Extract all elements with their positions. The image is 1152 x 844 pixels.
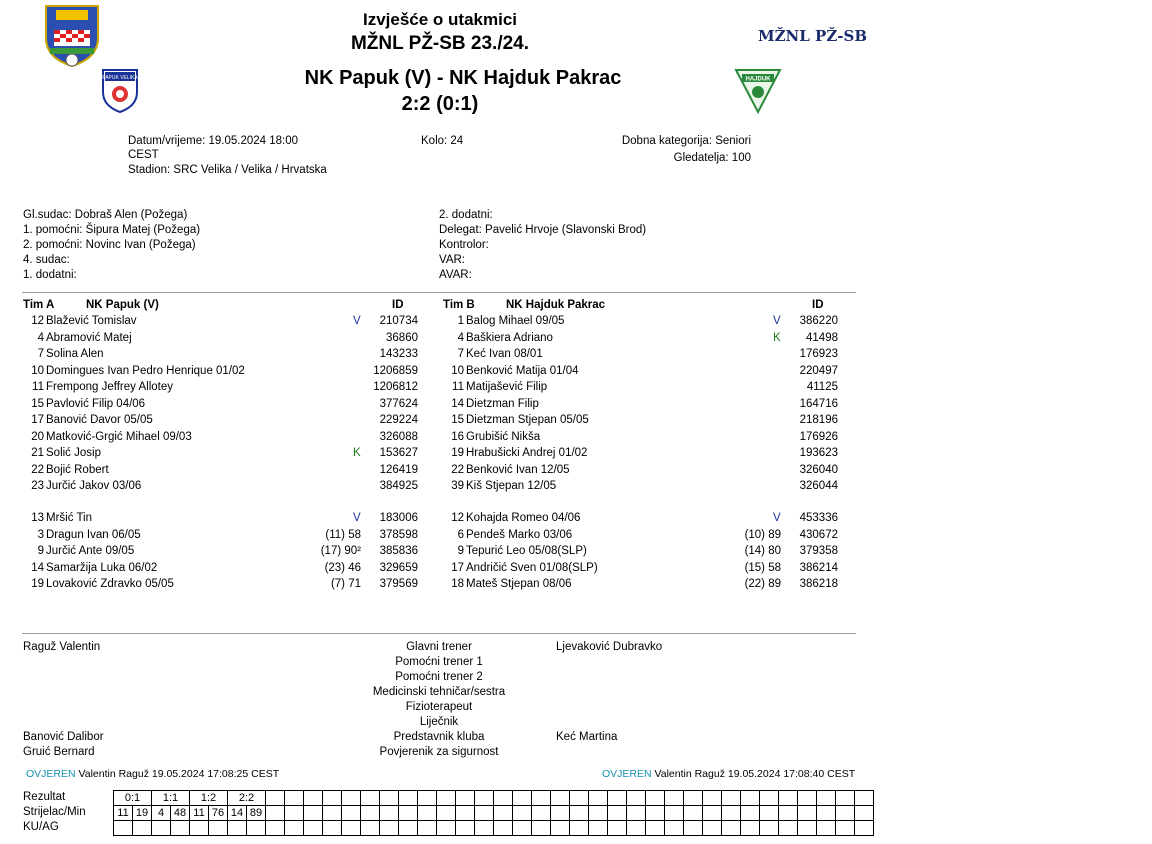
empty-cell <box>361 806 380 821</box>
empty-cell <box>171 821 190 836</box>
empty-cell <box>285 806 304 821</box>
empty-cell <box>665 806 684 821</box>
scorer-row-label: Strijelac/Min <box>23 806 86 818</box>
scorer-cell: 11 <box>190 806 209 821</box>
home-security-officer: Gruić Bernard <box>23 746 95 758</box>
scorer-cell: 11 <box>114 806 133 821</box>
empty-cell <box>608 806 627 821</box>
shirt-number: 9 <box>37 545 44 557</box>
shirt-number: 4 <box>457 331 464 344</box>
shirt-number: 23 <box>31 480 44 492</box>
empty-cell <box>399 791 418 806</box>
player-name: Dietzman Filip <box>466 397 539 410</box>
empty-cell <box>551 806 570 821</box>
age-category: Dobna kategorija: Seniori <box>621 135 751 147</box>
player-name: Kohajda Romeo 04/06 <box>466 512 581 524</box>
empty-cell <box>551 821 570 836</box>
home-team-logo-text: PAPUK VELIKA <box>102 75 138 81</box>
player-id: 193623 <box>799 447 838 459</box>
substitution-info: (22) 89 <box>744 578 781 590</box>
away-player-row <box>420 480 1152 496</box>
empty-cell <box>228 821 247 836</box>
shirt-number: 12 <box>31 315 44 327</box>
official-right-0: 2. dodatni: <box>439 209 493 221</box>
empty-cell <box>494 821 513 836</box>
official-right-1: Delegat: Pavelić Hrvoje (Slavonski Brod) <box>439 224 647 236</box>
player-name: Benković Matija 01/04 <box>466 364 579 377</box>
empty-cell <box>437 806 456 821</box>
empty-cell <box>646 806 665 821</box>
player-name: Solina Alen <box>46 348 104 360</box>
away-player-row <box>420 545 1152 561</box>
away-player-row <box>420 332 1152 348</box>
report-title: Izvješće o utakmici <box>362 10 518 29</box>
player-name: Dietzman Stjepan 05/05 <box>466 414 589 426</box>
player-id: 1206859 <box>373 364 418 377</box>
shirt-number: 12 <box>451 512 464 524</box>
results-row <box>114 806 874 821</box>
match-datetime: Datum/vrijeme: 19.05.2024 18:00 <box>128 135 299 147</box>
player-id: 164716 <box>799 397 838 410</box>
player-id: 385836 <box>379 545 418 557</box>
away-player-row <box>420 348 1152 364</box>
empty-cell <box>285 821 304 836</box>
player-name: Solić Josip <box>46 447 101 459</box>
shirt-number: 20 <box>31 430 44 443</box>
match-title: NK Papuk (V) - NK Hajduk Pakrac <box>304 67 622 89</box>
empty-cell <box>513 791 532 806</box>
official-left-4: 1. dodatni: <box>23 269 77 281</box>
player-name: Dragun Ivan 06/05 <box>46 528 141 541</box>
empty-cell <box>133 821 152 836</box>
away-player-row <box>420 414 1152 430</box>
scorer-cell: 14 <box>228 806 247 821</box>
shirt-number: 19 <box>31 578 44 590</box>
shirt-number: 13 <box>31 512 44 524</box>
empty-cell <box>627 791 646 806</box>
empty-cell <box>608 791 627 806</box>
shirt-number: 4 <box>37 331 44 344</box>
shirt-number: 7 <box>37 348 44 360</box>
empty-cell <box>798 806 817 821</box>
staff-role: Medicinski tehničar/sestra <box>372 686 506 698</box>
away-player-row <box>420 431 1152 447</box>
team-a-id-header: ID <box>392 299 404 311</box>
score-cell: 1:2 <box>190 791 228 806</box>
away-club-rep: Keć Martina <box>556 731 618 743</box>
empty-cell <box>152 821 171 836</box>
verified-label: OVJEREN <box>602 768 652 780</box>
staff-role: Pomoćni trener 1 <box>395 656 483 668</box>
player-name: Mateš Stjepan 08/06 <box>466 578 572 590</box>
empty-cell <box>836 791 855 806</box>
empty-cell <box>304 806 323 821</box>
player-name: Jurčić Jakov 03/06 <box>46 480 142 492</box>
goalkeeper-mark: V <box>773 512 781 524</box>
empty-cell <box>760 806 779 821</box>
player-name: Hrabušicki Andrej 01/02 <box>466 447 588 459</box>
empty-cell <box>817 806 836 821</box>
home-verified-text: Valentin Raguž 19.05.2024 17:08:25 CEST <box>78 768 280 780</box>
score-cell: 0:1 <box>114 791 152 806</box>
official-right-3: VAR: <box>439 254 465 266</box>
player-name: Kiš Stjepan 12/05 <box>466 480 557 492</box>
player-name: Pendeš Marko 03/06 <box>466 528 573 541</box>
divider <box>22 633 856 634</box>
shirt-number: 14 <box>451 397 464 410</box>
results-row <box>114 821 874 836</box>
player-id: 1206812 <box>373 381 418 393</box>
empty-cell <box>570 821 589 836</box>
empty-cell <box>722 821 741 836</box>
official-right-2: Kontrolor: <box>439 239 489 251</box>
home-head-coach: Raguž Valentin <box>23 641 101 653</box>
shirt-number: 6 <box>457 528 464 541</box>
official-left-2: 2. pomoćni: Novinc Ivan (Požega) <box>23 239 196 251</box>
goalkeeper-mark: V <box>773 315 781 327</box>
empty-cell <box>646 791 665 806</box>
scorer-cell: 48 <box>171 806 190 821</box>
empty-cell <box>741 806 760 821</box>
player-name: Samaržija Luka 06/02 <box>46 561 158 574</box>
shirt-number: 9 <box>457 545 464 557</box>
empty-cell <box>798 791 817 806</box>
captain-mark: K <box>773 331 781 344</box>
player-id: 386220 <box>799 315 838 327</box>
empty-cell <box>342 821 361 836</box>
empty-cell <box>779 806 798 821</box>
substitution-info: (11) 58 <box>325 528 361 541</box>
player-name: Frempong Jeffrey Allotey <box>46 381 173 393</box>
score-cell: 1:1 <box>152 791 190 806</box>
player-id: 326040 <box>799 463 838 476</box>
player-name: Jurčić Ante 09/05 <box>46 545 135 557</box>
away-player-row <box>420 398 1152 414</box>
staff-role: Fizioterapeut <box>405 701 473 713</box>
empty-cell <box>304 821 323 836</box>
empty-cell <box>209 821 228 836</box>
player-id: 430672 <box>799 528 838 541</box>
shirt-number: 3 <box>37 528 44 541</box>
shirt-number: 10 <box>31 364 44 377</box>
player-name: Blažević Tomislav <box>46 315 137 327</box>
empty-cell <box>627 806 646 821</box>
empty-cell <box>361 821 380 836</box>
empty-cell <box>247 821 266 836</box>
shirt-number: 10 <box>451 364 464 377</box>
shirt-number: 19 <box>451 447 464 459</box>
empty-cell <box>456 806 475 821</box>
player-id: 210734 <box>379 315 418 327</box>
empty-cell <box>399 821 418 836</box>
team-a-name: NK Papuk (V) <box>86 299 159 311</box>
shirt-number: 11 <box>452 381 464 393</box>
empty-cell <box>190 821 209 836</box>
empty-cell <box>380 821 399 836</box>
player-id: 384925 <box>379 480 418 492</box>
staff-role: Liječnik <box>419 716 459 728</box>
empty-cell <box>589 821 608 836</box>
scorer-cell: 89 <box>247 806 266 821</box>
empty-cell <box>817 791 836 806</box>
divider <box>22 292 856 293</box>
scorer-cell: 19 <box>133 806 152 821</box>
team-b-name: NK Hajduk Pakrac <box>506 299 606 311</box>
shirt-number: 15 <box>451 414 464 426</box>
empty-cell <box>494 791 513 806</box>
player-id: 183006 <box>379 512 418 524</box>
empty-cell <box>779 791 798 806</box>
empty-cell <box>513 806 532 821</box>
shirt-number: 14 <box>31 561 44 574</box>
shirt-number: 22 <box>451 463 464 476</box>
player-id: 326088 <box>379 430 418 443</box>
empty-cell <box>380 791 399 806</box>
empty-cell <box>532 806 551 821</box>
empty-cell <box>703 821 722 836</box>
shirt-number: 18 <box>451 578 464 590</box>
empty-cell <box>646 821 665 836</box>
empty-cell <box>722 791 741 806</box>
score-cell: 2:2 <box>228 791 266 806</box>
empty-cell <box>285 791 304 806</box>
empty-cell <box>570 791 589 806</box>
substitution-info: (17) 90² <box>320 545 361 557</box>
player-name: Matijašević Filip <box>466 381 548 393</box>
competition-title: MŽNL PŽ-SB 23./24. <box>350 33 530 54</box>
empty-cell <box>437 791 456 806</box>
empty-cell <box>456 821 475 836</box>
empty-cell <box>570 806 589 821</box>
empty-cell <box>684 791 703 806</box>
player-id: 143233 <box>379 348 418 360</box>
away-verified-text: Valentin Raguž 19.05.2024 17:08:40 CEST <box>654 768 856 780</box>
empty-cell <box>551 791 570 806</box>
empty-cell <box>418 791 437 806</box>
player-name: Mršić Tin <box>46 512 92 524</box>
player-id: 126419 <box>379 463 418 476</box>
official-left-1: 1. pomoćni: Šipura Matej (Požega) <box>23 224 201 236</box>
empty-cell <box>266 821 285 836</box>
staff-role: Glavni trener <box>406 641 472 653</box>
empty-cell <box>760 791 779 806</box>
empty-cell <box>323 806 342 821</box>
scorer-cell: 76 <box>209 806 228 821</box>
empty-cell <box>741 821 760 836</box>
empty-cell <box>418 806 437 821</box>
empty-cell <box>361 791 380 806</box>
empty-cell <box>589 791 608 806</box>
player-name: Domingues Ivan Pedro Henrique 01/02 <box>46 364 245 377</box>
player-id: 453336 <box>799 512 838 524</box>
substitution-info: (23) 46 <box>324 561 361 574</box>
player-id: 386214 <box>799 561 838 574</box>
empty-cell <box>703 806 722 821</box>
shirt-number: 15 <box>31 397 44 410</box>
match-round: Kolo: 24 <box>421 135 464 147</box>
player-name: Andričić Sven 01/08(SLP) <box>466 561 598 574</box>
captain-mark: K <box>353 447 361 459</box>
player-name: Bojić Robert <box>46 463 109 476</box>
empty-cell <box>475 806 494 821</box>
empty-cell <box>836 806 855 821</box>
goalkeeper-mark: V <box>353 512 361 524</box>
result-row-label: Rezultat <box>23 791 66 803</box>
spectators: Gledatelja: 100 <box>673 152 751 164</box>
results-row <box>114 791 874 806</box>
shirt-number: 17 <box>31 414 44 426</box>
empty-cell <box>684 821 703 836</box>
player-name: Banović Davor 05/05 <box>46 414 153 426</box>
player-name: Abramović Matej <box>46 331 132 344</box>
results-table <box>113 790 874 836</box>
substitution-info: (15) 58 <box>744 561 781 574</box>
away-player-row <box>420 562 1152 578</box>
player-id: 229224 <box>379 414 418 426</box>
empty-cell <box>855 806 874 821</box>
shirt-number: 1 <box>457 315 464 327</box>
home-verification <box>26 768 279 780</box>
empty-cell <box>323 821 342 836</box>
player-id: 41125 <box>806 381 838 393</box>
official-right-4: AVAR: <box>439 269 472 281</box>
empty-cell <box>741 791 760 806</box>
away-team-logo-text: HAJDUK <box>745 76 771 83</box>
player-name: Benković Ivan 12/05 <box>466 463 570 476</box>
away-verification <box>602 768 855 780</box>
verified-label: OVJEREN <box>26 768 76 780</box>
player-id: 326044 <box>799 480 838 492</box>
empty-cell <box>399 806 418 821</box>
empty-cell <box>342 791 361 806</box>
match-score: 2:2 (0:1) <box>401 93 479 115</box>
away-player-row <box>420 529 1152 545</box>
away-player-row <box>420 365 1152 381</box>
player-name: Keć Ivan 08/01 <box>466 348 543 360</box>
empty-cell <box>266 806 285 821</box>
player-id: 41498 <box>806 331 838 344</box>
shirt-number: 21 <box>31 447 44 459</box>
empty-cell <box>760 821 779 836</box>
empty-cell <box>114 821 133 836</box>
empty-cell <box>342 806 361 821</box>
shirt-number: 22 <box>31 463 44 476</box>
empty-cell <box>779 821 798 836</box>
empty-cell <box>665 821 684 836</box>
player-name: Matković-Grgić Mihael 09/03 <box>46 430 192 443</box>
away-player-row <box>420 578 1152 594</box>
substitution-info: (7) 71 <box>330 578 361 590</box>
empty-cell <box>722 806 741 821</box>
scorer-cell: 4 <box>152 806 171 821</box>
player-name: Tepurić Leo 05/08(SLP) <box>466 545 587 557</box>
empty-cell <box>323 791 342 806</box>
player-id: 386218 <box>799 578 838 590</box>
staff-role: Predstavnik kluba <box>393 731 485 743</box>
empty-cell <box>703 791 722 806</box>
player-id: 36860 <box>386 331 418 344</box>
league-logo: MŽNL PŽ-SB <box>758 27 867 45</box>
shirt-number: 39 <box>451 480 464 492</box>
empty-cell <box>456 791 475 806</box>
empty-cell <box>855 791 874 806</box>
staff-role: Pomoćni trener 2 <box>395 671 483 683</box>
away-player-row <box>420 315 1152 331</box>
shirt-number: 11 <box>32 381 44 393</box>
empty-cell <box>304 791 323 806</box>
empty-cell <box>380 806 399 821</box>
shirt-number: 17 <box>451 561 464 574</box>
team-b-id-header: ID <box>812 299 824 311</box>
empty-cell <box>475 821 494 836</box>
player-id: 379569 <box>379 578 418 590</box>
empty-cell <box>266 791 285 806</box>
player-name: Lovaković Zdravko 05/05 <box>46 578 174 590</box>
substitution-info: (10) 89 <box>744 528 781 541</box>
player-id: 176926 <box>799 430 838 443</box>
empty-cell <box>475 791 494 806</box>
substitution-info: (14) 80 <box>744 545 781 557</box>
empty-cell <box>589 806 608 821</box>
shirt-number: 7 <box>457 348 464 360</box>
player-name: Grubišić Nikša <box>466 430 541 443</box>
empty-cell <box>817 821 836 836</box>
away-head-coach: Ljevaković Dubravko <box>556 641 663 653</box>
away-player-row <box>420 447 1152 463</box>
player-name: Balog Mihael 09/05 <box>466 315 565 327</box>
player-id: 329659 <box>379 561 418 574</box>
empty-cell <box>836 821 855 836</box>
match-stadium: Stadion: SRC Velika / Velika / Hrvatska <box>128 164 327 176</box>
home-club-rep: Banović Dalibor <box>23 731 104 743</box>
player-id: 378598 <box>379 528 418 541</box>
empty-cell <box>798 821 817 836</box>
empty-cell <box>418 821 437 836</box>
empty-cell <box>855 821 874 836</box>
team-a-label: Tim A <box>23 299 55 311</box>
player-id: 218196 <box>799 414 838 426</box>
empty-cell <box>627 821 646 836</box>
away-player-row <box>420 381 1152 397</box>
player-id: 153627 <box>379 447 418 459</box>
empty-cell <box>532 821 551 836</box>
team-b-label: Tim B <box>443 299 475 311</box>
staff-role: Povjerenik za sigurnost <box>379 746 499 758</box>
empty-cell <box>494 806 513 821</box>
player-id: 377624 <box>379 397 418 410</box>
match-timezone: CEST <box>128 149 159 161</box>
empty-cell <box>684 806 703 821</box>
empty-cell <box>513 821 532 836</box>
player-id: 220497 <box>799 364 838 377</box>
empty-cell <box>608 821 627 836</box>
away-player-row <box>420 464 1152 480</box>
ku-ag-row-label: KU/AG <box>23 821 59 833</box>
shirt-number: 16 <box>451 430 464 443</box>
goalkeeper-mark: V <box>353 315 361 327</box>
official-left-0: Gl.sudac: Dobraš Alen (Požega) <box>23 209 188 221</box>
player-name: Baškiera Adriano <box>466 331 553 344</box>
empty-cell <box>665 791 684 806</box>
empty-cell <box>532 791 551 806</box>
player-id: 176923 <box>799 348 838 360</box>
away-player-row <box>420 512 1152 528</box>
empty-cell <box>437 821 456 836</box>
player-name: Pavlović Filip 04/06 <box>46 397 146 410</box>
official-left-3: 4. sudac: <box>23 254 70 266</box>
player-id: 379358 <box>799 545 838 557</box>
